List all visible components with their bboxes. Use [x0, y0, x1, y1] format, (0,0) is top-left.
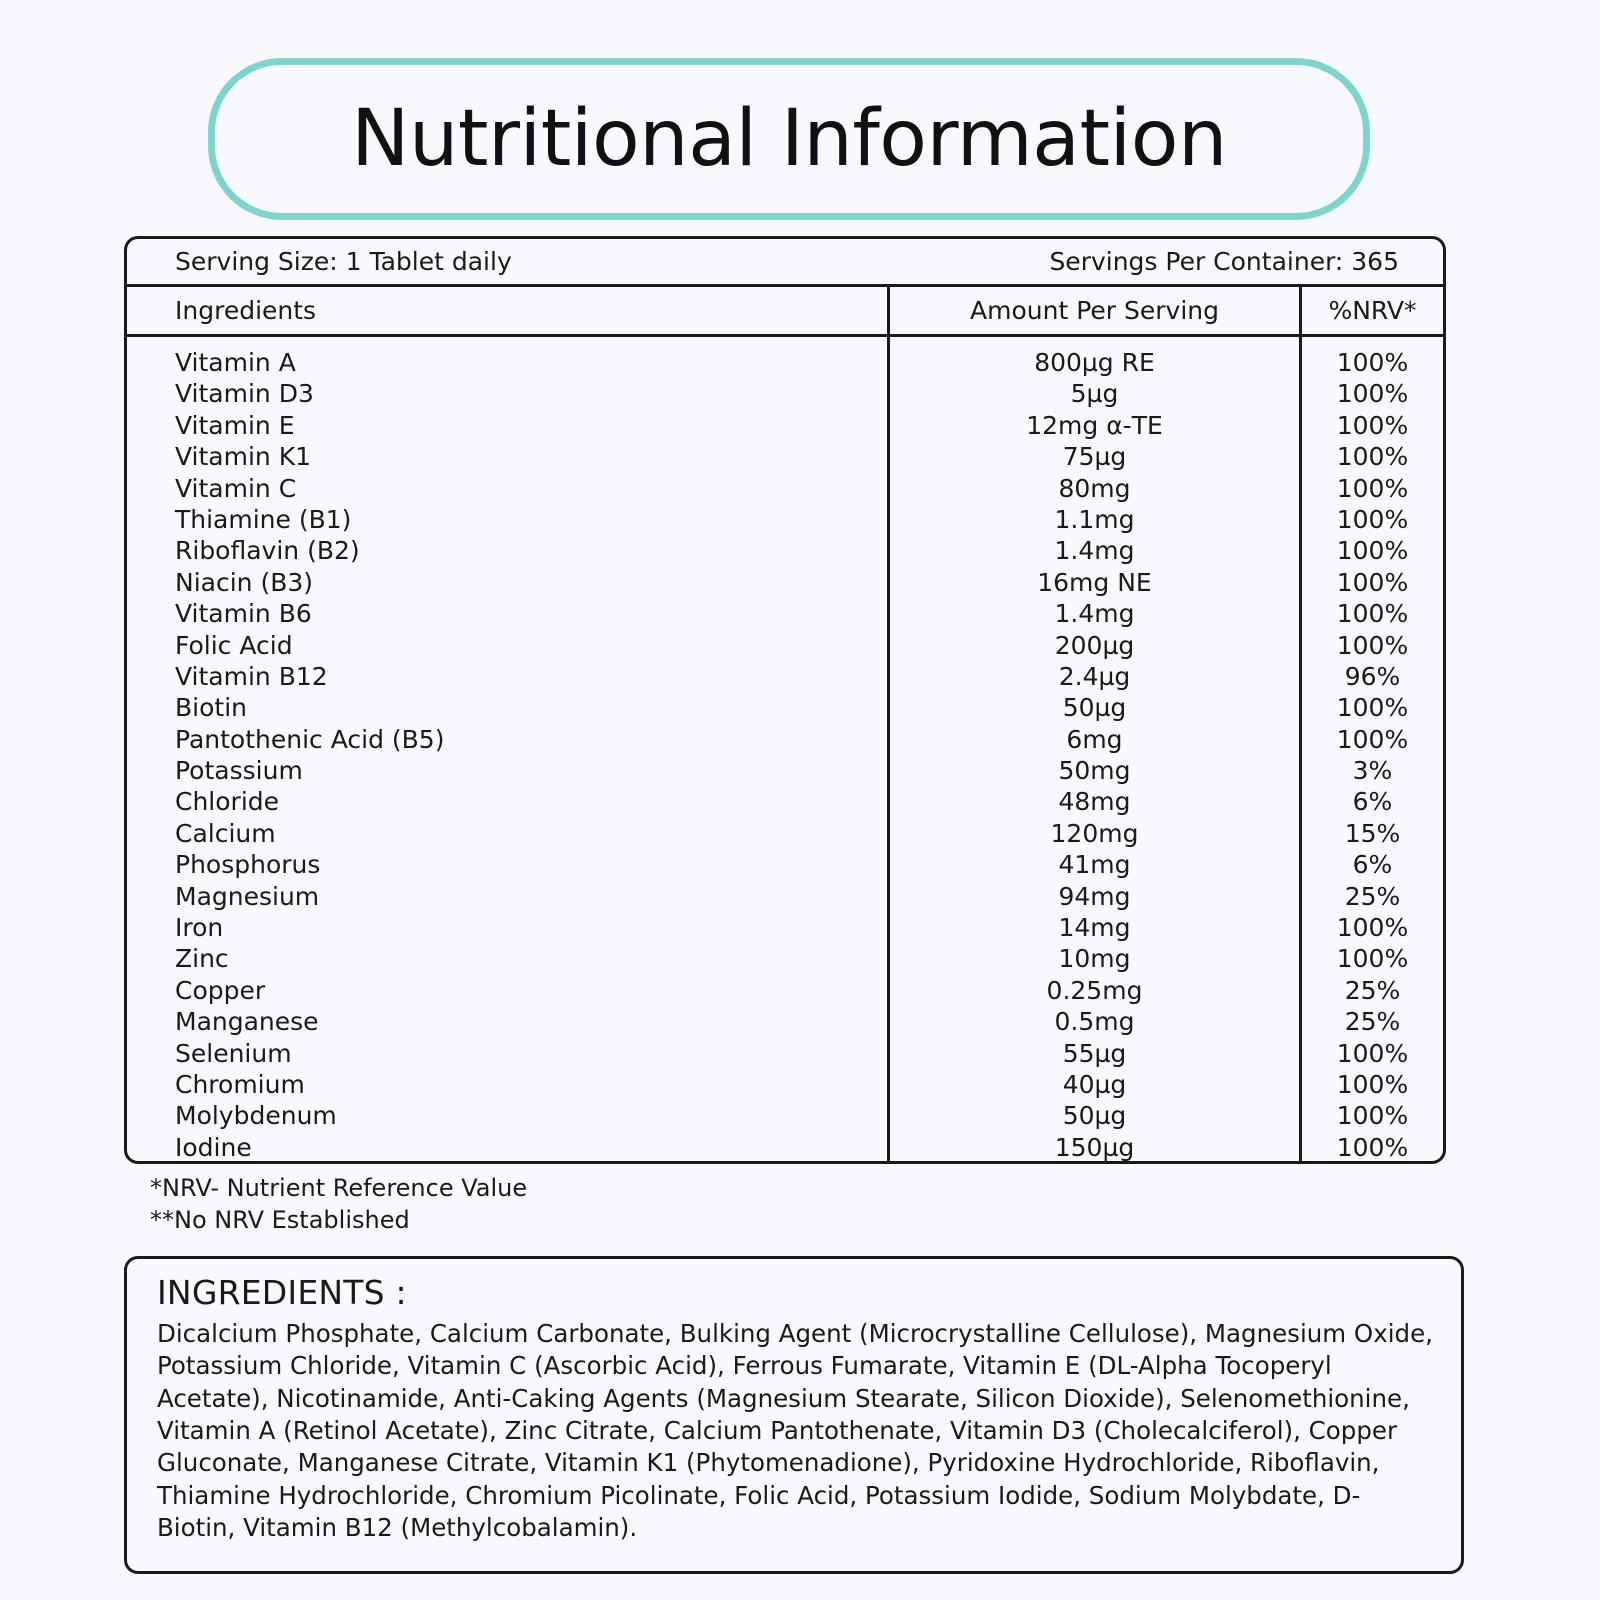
table-row: Vitamin C	[175, 473, 297, 503]
table-cell-nrv: 100%	[1336, 1101, 1409, 1131]
table-cell-nrv: 100%	[1336, 410, 1409, 440]
table-row: Copper	[175, 975, 266, 1005]
table-cell-amount: 94mg	[1058, 881, 1131, 911]
table-cell-nrv: 100%	[1336, 913, 1409, 943]
table-cell-nrv: 25%	[1344, 975, 1401, 1005]
table-cell-nrv: 100%	[1336, 630, 1409, 660]
table-cell-amount: 48mg	[1058, 787, 1131, 817]
table-row: Vitamin B6	[175, 599, 312, 629]
footnote-nrv: *NRV- Nutrient Reference Value	[150, 1174, 528, 1202]
table-row: Molybdenum	[175, 1101, 337, 1131]
table-row: Chromium	[175, 1069, 305, 1099]
table-cell-nrv: 100%	[1336, 442, 1409, 472]
table-row: Vitamin B12	[175, 661, 328, 691]
table-cell-nrv: 100%	[1336, 348, 1409, 377]
table-cell-nrv: 25%	[1344, 881, 1401, 911]
table-row: Selenium	[175, 1038, 292, 1068]
table-cell-nrv: 100%	[1336, 724, 1409, 754]
table-cell-nrv: 100%	[1336, 1132, 1409, 1162]
table-row: Chloride	[175, 787, 280, 817]
table-cell-amount: 1.4mg	[1054, 599, 1135, 629]
table-cell-nrv: 15%	[1344, 818, 1401, 848]
ingredients-body: Dicalcium Phosphate, Calcium Carbonate, Bulking Agent (Microcrystalline Cellulose), Magnesium Oxide, Potassium Chloride, Vitamin C (Ascorbic Acid), Ferrous Fumarate, Vitamin E (DL-Alpha Tocoperyl Acetate), Nicotinamide, Anti-Caking Agents (Magnesium Stearate, Silicon Dioxide), Selenomethionine, Vitamin A (Retinol Acetate), Zinc Citrate, Calcium Pantothenate, Vitamin D3 (Cholecalciferol), Copper Gluconate, Manganese Citrate, Vitamin K1 (Phytomenadione), Pyridoxine Hydrochloride, Riboflavin, Thiamine Hydrochloride, Chromium Picolinate, Folic Acid, Potassium Iodide, Sodium Molybdate, D-Biotin, Vitamin B12 (Methylcobalamin).	[157, 1319, 1433, 1542]
table-cell-amount: 50µg	[1062, 1101, 1127, 1131]
table-cell-amount: 800µg RE	[1034, 348, 1155, 377]
table-cell-nrv: 100%	[1336, 379, 1409, 409]
serving-size-label: Serving Size: 1 Tablet daily	[175, 247, 512, 276]
column-header-amount: Amount Per Serving	[887, 287, 1299, 334]
table-cell-nrv: 6%	[1352, 787, 1393, 817]
table-row: Magnesium	[175, 881, 320, 911]
table-cell-nrv: 96%	[1344, 661, 1401, 691]
table-cell-nrv: 100%	[1336, 1069, 1409, 1099]
table-cell-amount: 10mg	[1058, 944, 1131, 974]
table-cell-amount: 55µg	[1062, 1038, 1127, 1068]
ingredients-heading: INGREDIENTS :	[157, 1273, 407, 1312]
table-cell-nrv: 100%	[1336, 1038, 1409, 1068]
title-banner	[208, 58, 1370, 220]
amount-column	[887, 337, 1299, 1161]
table-row: Vitamin K1	[175, 442, 312, 472]
table-cell-nrv: 100%	[1336, 473, 1409, 503]
table-row: Thiamine (B1)	[175, 504, 352, 534]
table-cell-amount: 12mg α-TE	[1026, 410, 1163, 440]
table-cell-amount: 40µg	[1062, 1069, 1127, 1099]
table-cell-amount: 120mg	[1050, 818, 1139, 848]
table-row: Calcium	[175, 818, 276, 848]
table-row: Manganese	[175, 1007, 319, 1037]
table-row: Iodine	[175, 1132, 252, 1162]
table-row: Phosphorus	[175, 850, 321, 880]
table-cell-amount: 80mg	[1058, 473, 1131, 503]
table-row: Riboflavin (B2)	[175, 536, 360, 566]
table-cell-nrv: 100%	[1336, 504, 1409, 534]
table-cell-nrv: 100%	[1336, 693, 1409, 723]
servings-per-container-label: Servings Per Container: 365	[1049, 247, 1399, 276]
footnotes	[150, 1172, 527, 1237]
nrv-column	[1299, 337, 1443, 1161]
table-cell-amount: 0.25mg	[1046, 975, 1143, 1005]
table-cell-amount: 150µg	[1054, 1132, 1135, 1162]
table-cell-nrv: 100%	[1336, 599, 1409, 629]
page-title: Nutritional Information	[351, 94, 1227, 184]
table-cell-nrv: 100%	[1336, 567, 1409, 597]
table-row: Vitamin D3	[175, 379, 314, 409]
table-cell-amount: 14mg	[1058, 913, 1131, 943]
table-body	[127, 337, 1443, 1161]
table-cell-amount: 5µg	[1070, 379, 1119, 409]
table-cell-amount: 0.5mg	[1054, 1007, 1135, 1037]
table-row: Niacin (B3)	[175, 567, 314, 597]
table-cell-amount: 50mg	[1058, 756, 1131, 786]
table-cell-nrv: 25%	[1344, 1007, 1401, 1037]
table-cell-nrv: 6%	[1352, 850, 1393, 880]
table-cell-amount: 41mg	[1058, 850, 1131, 880]
table-cell-nrv: 3%	[1352, 756, 1393, 786]
ingredients-card	[124, 1256, 1464, 1574]
column-header-nrv: %NRV*	[1299, 287, 1443, 334]
ingredient-name-column	[127, 337, 887, 1161]
table-row: Pantothenic Acid (B5)	[175, 724, 445, 754]
table-cell-amount: 16mg NE	[1037, 567, 1152, 597]
table-row: Vitamin A	[175, 348, 296, 377]
table-cell-amount: 6mg	[1066, 724, 1123, 754]
table-cell-nrv: 100%	[1336, 536, 1409, 566]
table-cell-amount: 1.1mg	[1054, 504, 1135, 534]
column-header-ingredients: Ingredients	[175, 296, 317, 325]
table-cell-amount: 200µg	[1054, 630, 1135, 660]
table-cell-amount: 50µg	[1062, 693, 1127, 723]
footnote-no-nrv: **No NRV Established	[150, 1206, 410, 1235]
table-cell-amount: 2.4µg	[1058, 661, 1131, 691]
table-row: Folic Acid	[175, 630, 293, 660]
table-header-row	[127, 287, 1443, 337]
table-cell-amount: 1.4mg	[1054, 536, 1135, 566]
table-row: Biotin	[175, 693, 247, 723]
nutrition-table	[124, 236, 1446, 1164]
table-row: Potassium	[175, 756, 303, 786]
table-cell-nrv: 100%	[1336, 944, 1409, 974]
table-row: Vitamin E	[175, 410, 295, 440]
table-row: Iron	[175, 913, 224, 943]
table-cell-amount: 75µg	[1062, 442, 1127, 472]
serving-info-row	[127, 239, 1443, 287]
table-row: Zinc	[175, 944, 229, 974]
